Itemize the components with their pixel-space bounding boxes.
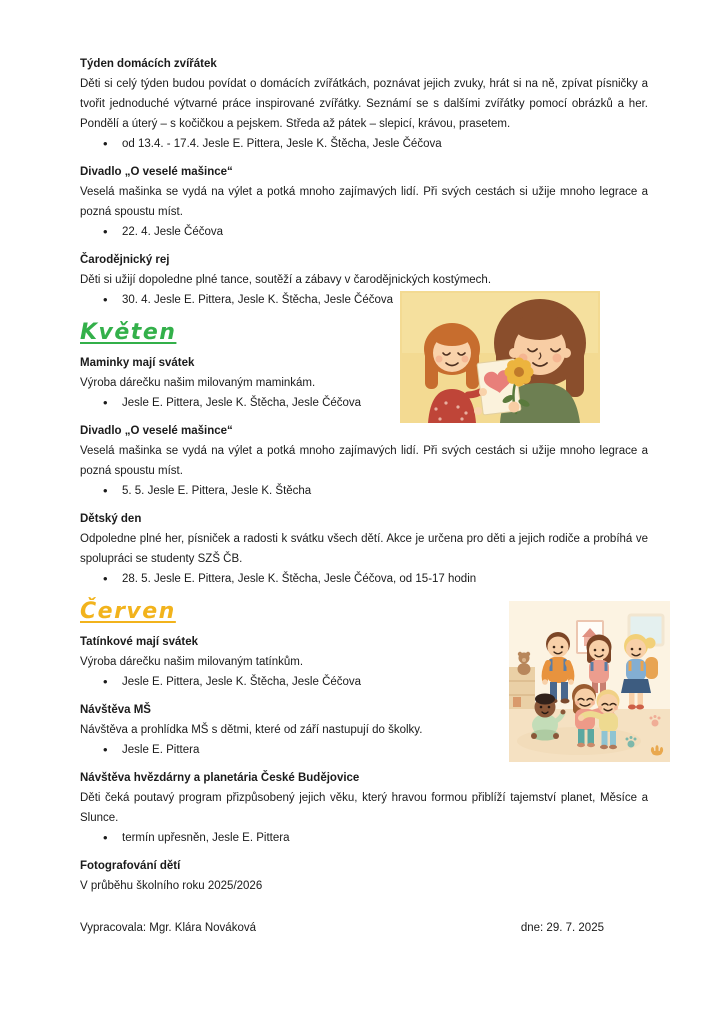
bullet-item: • Jesle E. Pittera, Jesle K. Štěcha, Jesle Čéčova <box>80 393 504 413</box>
section-heading: Divadlo „O veselé mašince“ <box>80 425 233 437</box>
section-body: Návštěva a prohlídka MŠ s dětmi, které od září nastupují do školky. <box>80 724 423 736</box>
bullet-list <box>80 569 648 589</box>
section-heading: Fotografování dětí <box>80 860 181 872</box>
section-body: Odpoledne plné her, písniček a radosti k svátku všech dětí. Akce je určena pro děti a jejich rodiče a probíhá ve spolupráci se studenty SZŠ ČB. <box>80 533 648 565</box>
section-detsky-den <box>80 509 648 589</box>
section-divadlo-duben <box>80 162 648 242</box>
bullet-list <box>80 828 648 848</box>
section-heading: Čarodějnický rej <box>80 254 170 266</box>
bullet-item: • od 13.4. - 17.4. Jesle E. Pittera, Jesle K. Štěcha, Jesle Čéčova <box>80 134 648 154</box>
month-heading-cerven: Červen <box>80 599 176 624</box>
section-body: Výroba dárečku našim milovaným maminkám. <box>80 377 316 389</box>
section-body: Děti čeká poutavý program přizpůsobený jejich věku, který hravou formou přiblíží tajemství planet, Měsíce a Slunce. <box>80 792 648 824</box>
section-heading: Týden domácích zvířátek <box>80 58 217 70</box>
section-heading: Návštěva MŠ <box>80 704 151 716</box>
section-fotografovani <box>80 856 648 896</box>
bullet-item: • Jesle E. Pittera <box>80 740 504 760</box>
document-footer <box>80 918 648 938</box>
section-heading: Divadlo „O veselé mašince“ <box>80 166 233 178</box>
section-hvezdarna <box>80 768 648 848</box>
bullet-item: • 5. 5. Jesle E. Pittera, Jesle K. Štěcha <box>80 481 648 501</box>
bullet-list <box>80 740 504 760</box>
month-heading-kveten: Květen <box>80 320 177 345</box>
section-body: Děti si užijí dopoledne plné tance, soutěží a zábavy v čarodějnických kostýmech. <box>80 274 492 286</box>
section-heading: Dětský den <box>80 513 142 525</box>
bullet-list <box>80 481 648 501</box>
children-group-classroom-illustration <box>509 601 670 762</box>
section-divadlo-kveten <box>80 421 648 501</box>
mothers-day-card-illustration <box>400 291 600 423</box>
section-tyden-zviratek <box>80 54 648 154</box>
footer-author: Vypracovala: Mgr. Klára Nováková <box>80 922 256 934</box>
bullet-item: • Jesle E. Pittera, Jesle K. Štěcha, Jesle Čéčova <box>80 672 504 692</box>
child-figure <box>424 323 482 423</box>
section-body: V průběhu školního roku 2025/2026 <box>80 880 263 892</box>
bullet-item: • 22. 4. Jesle Čéčova <box>80 222 648 242</box>
section-body: Veselá mašinka se vydá na výlet a potká mnoho zajímavých lidí. Při svých cestách si užije mnoho legrace a pozná spoustu míst. <box>80 186 648 218</box>
bullet-list <box>80 134 648 154</box>
bullet-list <box>80 222 648 242</box>
bullet-item: • 30. 4. Jesle E. Pittera, Jesle K. Štěcha, Jesle Čéčova <box>80 290 648 310</box>
bullet-item: • 28. 5. Jesle E. Pittera, Jesle K. Štěcha, Jesle Čéčova, od 15-17 hodin <box>80 569 648 589</box>
bullet-list <box>80 672 504 692</box>
section-body: Výroba dárečku našim milovaným tatínkům. <box>80 656 304 668</box>
bullet-item: • termín upřesněn, Jesle E. Pittera <box>80 828 648 848</box>
section-heading: Tatínkové mají svátek <box>80 636 199 648</box>
section-body: Veselá mašinka se vydá na výlet a potká mnoho zajímavých lidí. Při svých cestách si užije mnoho legrace a pozná spoustu míst. <box>80 445 648 477</box>
footer-date: dne: 29. 7. 2025 <box>520 922 604 934</box>
section-heading: Maminky mají svátek <box>80 357 195 369</box>
section-heading: Návštěva hvězdárny a planetária České Budějovice <box>80 772 360 784</box>
section-body: Děti si celý týden budou povídat o domácích zvířátkách, poznávat jejich zvuky, hrát si na ně, zpívat písničky a tvořit jednoduché výtvarné práce inspirované zvířátky. Seznámí se s dalšími zvířátky pomocí obrázků a her. Pondělí a úterý – s kočičkou a pejskem. Středa až pátek – slepicí, krávou, prasetem. <box>80 78 648 130</box>
